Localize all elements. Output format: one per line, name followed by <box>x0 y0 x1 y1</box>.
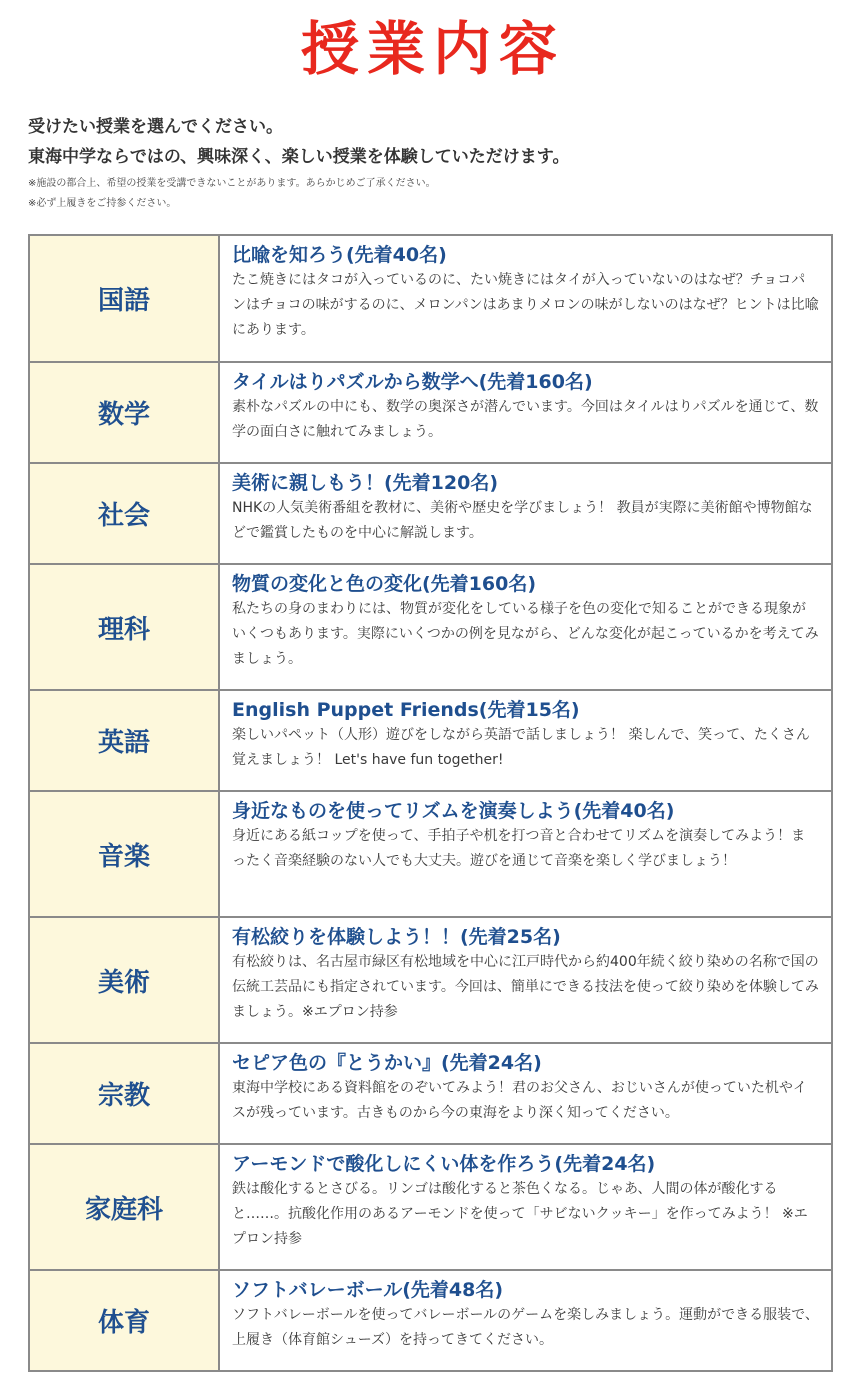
course-title: ソフトバレーボール(先着48名) <box>232 1279 504 1301</box>
course-title: タイルはりパズルから数学へ(先着160名) <box>232 371 593 393</box>
subject-label: 社会 <box>29 463 219 564</box>
course-detail <box>219 235 832 362</box>
course-description: 素朴なパズルの中にも、数学の奥深さが潜んでいます。今回はタイルはりパズルを通じて、数学の面白さに触れてみましょう。 <box>232 399 819 440</box>
course-description: 鉄は酸化するとさびる。リンゴは酸化すると茶色くなる。じゃあ、人間の体が酸化すると……。抗酸化作用のあるアーモンドを使って「サビないクッキー」を作ってみよう！ ※エプロン持参 <box>232 1181 808 1247</box>
course-title: English Puppet Friends(先着15名) <box>232 699 580 721</box>
course-description: 身近にある紙コップを使って、手拍子や机を打つ音と合わせてリズムを演奏してみよう！まったく音楽経験のない人でも大丈夫。遊びを通じて音楽を楽しく学びましょう！ <box>232 828 806 869</box>
course-description: NHKの人気美術番組を教材に、美術や歴史を学びましょう！ 教員が実際に美術館や博物館などで鑑賞したものを中心に解説します。 <box>232 500 813 541</box>
subject-label: 国語 <box>29 235 219 362</box>
intro-line-2: 東海中学ならではの、興味深く、楽しい授業を体験していただけます。 <box>28 147 570 167</box>
course-row-music <box>29 791 832 917</box>
subject-label: 家庭科 <box>29 1144 219 1270</box>
course-row-japanese <box>29 235 832 362</box>
page-title: 授業内容 <box>300 15 565 83</box>
course-title: 身近なものを使ってリズムを演奏しよう(先着40名) <box>232 800 675 822</box>
course-description: たこ焼きにはタコが入っているのに、たい焼きにはタイが入っていないのはなぜ？チョコパンはチョコの味がするのに、メロンパンはあまりメロンの味がしないのはなぜ？ヒントは比喩にあります。 <box>232 272 819 338</box>
subject-label: 体育 <box>29 1270 219 1371</box>
course-detail <box>219 463 832 564</box>
course-detail <box>219 791 832 917</box>
course-row-social-studies <box>29 463 832 564</box>
course-detail <box>219 362 832 463</box>
course-detail <box>219 1144 832 1270</box>
course-description: ソフトバレーボールを使ってバレーボールのゲームを楽しみましょう。運動ができる服装で、上履き（体育館シューズ）を持ってきてください。 <box>232 1307 819 1348</box>
course-row-physical-education <box>29 1270 832 1371</box>
subject-label: 宗教 <box>29 1043 219 1144</box>
note-facility: ※施設の都合上、希望の授業を受講できないことがあります。あらかじめご了承ください。 <box>28 178 436 189</box>
course-row-math <box>29 362 832 463</box>
course-detail <box>219 564 832 690</box>
intro-section <box>28 112 848 214</box>
course-description: 私たちの身のまわりには、物質が変化をしている様子を色の変化で知ることができる現象がいくつもあります。実際にいくつかの例を見ながら、どんな変化が起こっているかを考えてみましょう。 <box>232 601 819 667</box>
course-detail <box>219 917 832 1043</box>
course-table <box>28 234 833 1372</box>
course-title: 比喩を知ろう(先着40名) <box>232 244 447 266</box>
course-detail <box>219 1270 832 1371</box>
subject-label: 数学 <box>29 362 219 463</box>
course-title: セピア色の『とうかい』(先着24名) <box>232 1052 542 1074</box>
course-row-religion <box>29 1043 832 1144</box>
course-row-science <box>29 564 832 690</box>
subject-label: 理科 <box>29 564 219 690</box>
subject-label: 音楽 <box>29 791 219 917</box>
course-description: 楽しいパペット（人形）遊びをしながら英語で話しましょう！ 楽しんで、笑って、たくさん覚えましょう！ Let's have fun together! <box>232 727 810 768</box>
course-description: 東海中学校にある資料館をのぞいてみよう！君のお父さん、おじいさんが使っていた机やイスが残っています。古きものから今の東海をより深く知ってください。 <box>232 1080 807 1121</box>
course-row-english <box>29 690 832 791</box>
course-title: 有松絞りを体験しよう！！(先着25名) <box>232 926 561 948</box>
course-title: 物質の変化と色の変化(先着160名) <box>232 573 537 595</box>
course-detail <box>219 1043 832 1144</box>
intro-line-1: 受けたい授業を選んでください。 <box>28 117 283 137</box>
subject-label: 美術 <box>29 917 219 1043</box>
course-description: 有松絞りは、名古屋市緑区有松地域を中心に江戸時代から約400年続く絞り染めの名称で国の伝統工芸品にも指定されています。今回は、簡単にできる技法を使って絞り染めを体験してみましょう。※エプロン持参 <box>232 954 819 1020</box>
course-title: アーモンドで酸化しにくい体を作ろう(先着24名) <box>232 1153 656 1175</box>
course-row-home-economics <box>29 1144 832 1270</box>
course-detail <box>219 690 832 791</box>
course-row-art <box>29 917 832 1043</box>
course-title: 美術に親しもう！(先着120名) <box>232 472 499 494</box>
subject-label: 英語 <box>29 690 219 791</box>
note-indoor-shoes: ※必ず上履きをご持参ください。 <box>28 198 177 209</box>
